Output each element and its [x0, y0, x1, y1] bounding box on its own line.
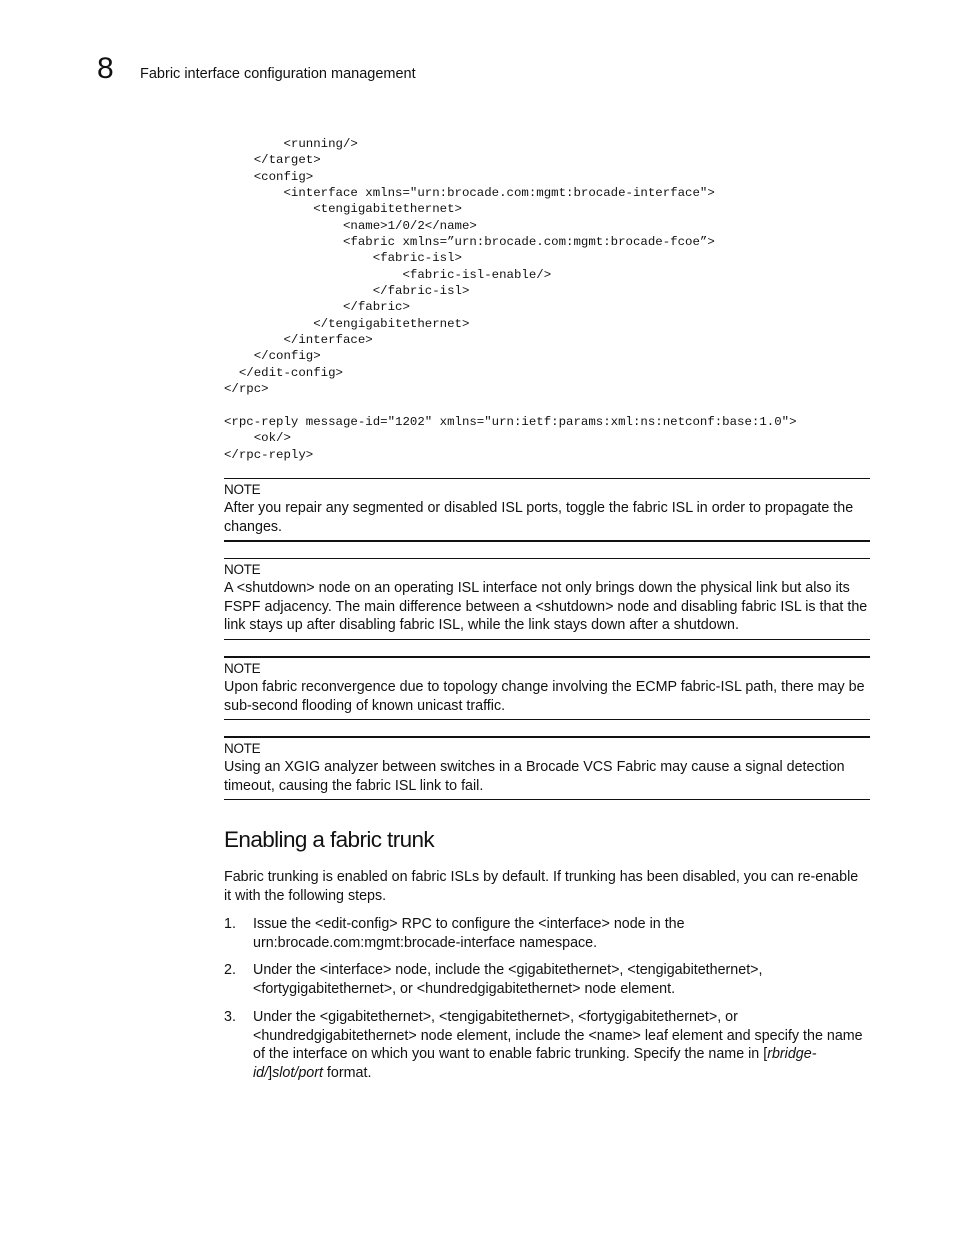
code-line: </tengigabitethernet> [224, 316, 470, 331]
code-line [224, 398, 797, 414]
step-item [224, 961, 864, 998]
note-text: Upon fabric reconvergence due to topology change involving the ECMP fabric-ISL path, there may be sub-second flooding of known unicast traffic. [224, 679, 865, 714]
code-line: </config> [224, 349, 321, 364]
note-label: NOTE [224, 661, 261, 676]
code-line: <tengigabitethernet> [224, 202, 462, 217]
note-box [224, 736, 870, 800]
chapter-title: Fabric interface configuration management [140, 66, 416, 82]
steps-list [224, 915, 864, 1092]
code-line: <fabric-isl> [224, 251, 462, 266]
code-line: </rpc-reply> [224, 447, 314, 462]
code-line: <ok/> [224, 431, 291, 446]
code-line: <rpc-reply message-id="1202" xmlns="urn:ietf:params:xml:ns:netconf:base:1.0"> [224, 414, 797, 429]
note-text: A <shutdown> node on an operating ISL interface not only brings down the physical link but also its FSPF adjacency. The main difference between a <shutdown> node and disabling fabric ISL is that the link stays up after disabling fabric ISL, while the link stays down after a shutdown. [224, 580, 868, 634]
step-item [224, 1008, 864, 1083]
step-text-segment: Under the <gigabitethernet>, <tengigabitethernet>, <fortygigabitethernet>, or <hundredgigabitethernet> node element, include the <name> leaf element and specify the name of the interface on which you want to enable fabric trunking. Specify the name in [ [253, 1008, 863, 1063]
step-item [224, 915, 864, 952]
code-line: <config> [224, 169, 314, 184]
step-text: Issue the <edit-config> RPC to configure the <interface> node in the urn:brocade.com:mgmt:brocade-interface namespace. [253, 916, 685, 951]
code-line: </fabric> [224, 300, 410, 315]
xml-code-block [224, 136, 797, 463]
code-line: </interface> [224, 333, 373, 348]
code-line: </target> [224, 153, 321, 168]
code-line: <running/> [224, 137, 358, 151]
step-number: 3. [224, 1008, 236, 1025]
section-intro: Fabric trunking is enabled on fabric ISLs by default. If trunking has been disabled, you can re-enable it with the following steps. [224, 869, 859, 904]
note-box [224, 656, 870, 720]
step-text-italic: slot/port [272, 1064, 323, 1081]
step-number: 1. [224, 916, 236, 932]
code-line: <interface xmlns="urn:brocade.com:mgmt:brocade-interface"> [224, 186, 715, 201]
step-text [253, 1009, 863, 1081]
note-label: NOTE [224, 741, 261, 756]
code-line: <fabric-isl-enable/> [224, 267, 552, 282]
chapter-number: 8 [97, 52, 114, 85]
code-line: </rpc> [224, 382, 269, 397]
step-text: Under the <interface> node, include the <gigabitethernet>, <tengigabitethernet>, <fortygigabitethernet>, or <hundredgigabitethernet> node element. [253, 962, 763, 998]
code-line: <name>1/0/2</name> [224, 218, 477, 233]
step-number: 2. [224, 962, 236, 979]
code-line: </edit-config> [224, 365, 343, 380]
note-box [224, 558, 870, 640]
note-label: NOTE [224, 562, 261, 577]
note-box [224, 478, 870, 542]
note-text: Using an XGIG analyzer between switches in a Brocade VCS Fabric may cause a signal detection timeout, causing the fabric ISL link to fail. [224, 759, 845, 794]
section-heading: Enabling a fabric trunk [224, 827, 435, 852]
code-line: </fabric-isl> [224, 284, 470, 299]
code-line: <fabric xmlns=”urn:brocade.com:mgmt:brocade-fcoe”> [224, 235, 715, 250]
note-label: NOTE [224, 482, 261, 497]
step-text-italic: rbridge-id/ [253, 1046, 817, 1081]
step-text-segment: ] [268, 1064, 273, 1081]
note-text: After you repair any segmented or disabled ISL ports, toggle the fabric ISL in order to propagate the changes. [224, 500, 854, 535]
step-text-segment: format. [322, 1064, 372, 1081]
